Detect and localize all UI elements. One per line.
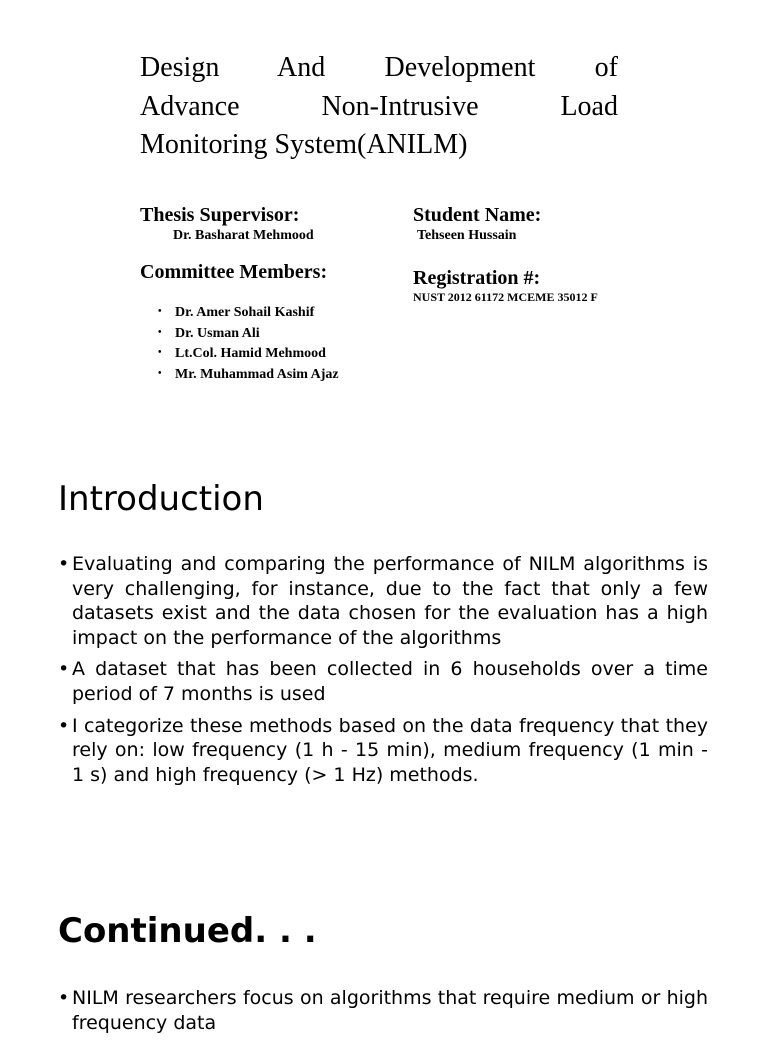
list-item: • Evaluating and comparing the performance of NILM algorithms is very challenging, for instance, due to the fact that only a few datasets exist and the data chosen for the evaluation has a high impact on the performance of the algorithms bbox=[58, 553, 708, 649]
registration-label: Registration #: bbox=[413, 267, 541, 289]
list-item: • I categorize these methods based on the data frequency that they rely on: low frequency (1 h - 15 min), medium frequency (1 min - 1 s) and high frequency (> 1 Hz) methods. bbox=[58, 714, 708, 786]
bullet-icon: • bbox=[158, 347, 162, 358]
committee-member: • Mr. Muhammad Asim Ajaz bbox=[158, 364, 339, 385]
bullet-icon: • bbox=[158, 306, 162, 317]
student-block bbox=[413, 203, 541, 245]
introduction-bullets bbox=[58, 552, 708, 794]
committee-label: Committee Members: bbox=[140, 261, 328, 283]
title-line-2: Advance Non-Intrusive Load bbox=[140, 90, 618, 122]
committee-label-block bbox=[140, 260, 327, 284]
committee-member: • Lt.Col. Hamid Mehmood bbox=[158, 343, 339, 364]
bullet-icon: • bbox=[158, 367, 162, 379]
introduction-heading: Introduction bbox=[58, 479, 264, 519]
committee-member: • Dr. Usman Ali bbox=[158, 323, 339, 344]
continued-heading: Continued. . . bbox=[58, 911, 317, 951]
supervisor-label: Thesis Supervisor: bbox=[140, 204, 300, 226]
bullet-icon: • bbox=[58, 658, 70, 681]
committee-member: • Dr. Amer Sohail Kashif bbox=[158, 302, 339, 323]
bullet-icon: • bbox=[58, 553, 70, 575]
bullet-icon: • bbox=[58, 714, 70, 737]
registration-value: NUST 2012 61172 MCEME 35012 F bbox=[413, 290, 598, 304]
title-line-1: Design And Development of bbox=[140, 52, 618, 83]
list-item: • NILM researchers focus on algorithms that require medium or high frequency data bbox=[58, 987, 708, 1034]
bullet-icon: • bbox=[58, 987, 70, 1009]
continued-bullets bbox=[58, 986, 708, 1042]
cover-title bbox=[140, 49, 618, 165]
supervisor-name: Dr. Basharat Mehmood bbox=[173, 228, 314, 243]
supervisor-block bbox=[140, 203, 314, 245]
committee-list bbox=[158, 302, 339, 384]
bullet-icon: • bbox=[158, 326, 162, 338]
registration-block bbox=[413, 266, 598, 304]
list-item: • A dataset that has been collected in 6 households over a time period of 7 months is used bbox=[58, 658, 708, 705]
title-line-3: Monitoring System(ANILM) bbox=[140, 129, 468, 160]
student-label: Student Name: bbox=[413, 204, 542, 226]
student-name: Tehseen Hussain bbox=[417, 228, 517, 243]
